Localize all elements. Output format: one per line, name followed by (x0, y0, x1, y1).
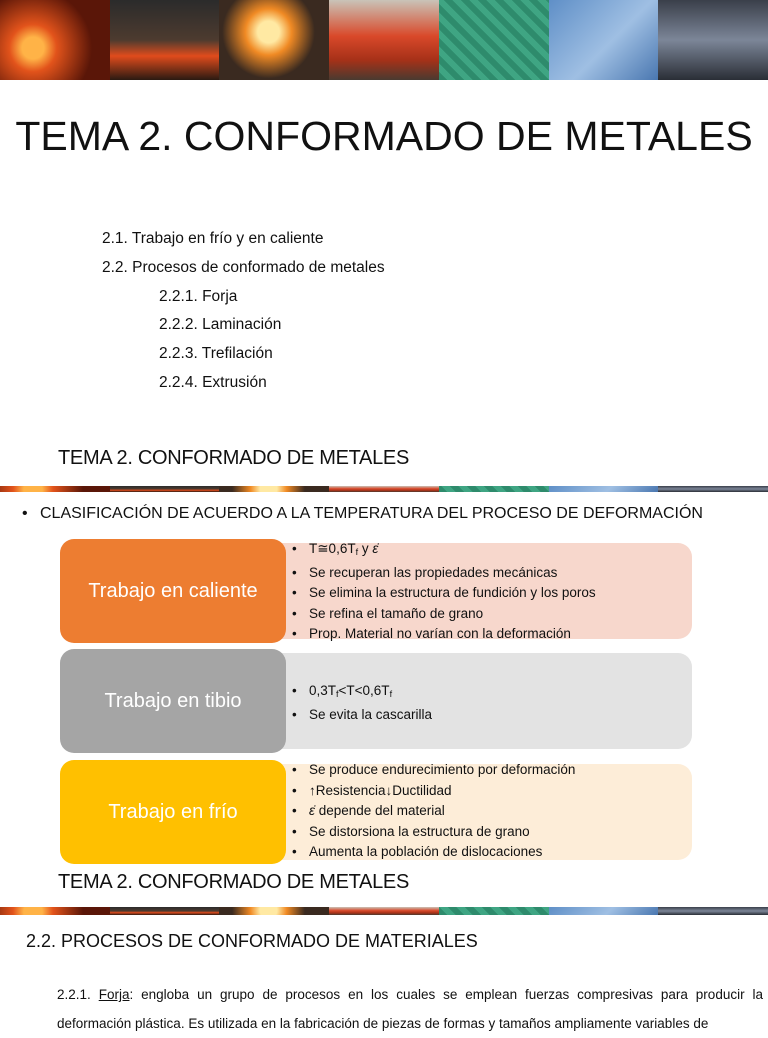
strip-segment (329, 486, 439, 492)
list-item: • ↑Resistencia↓Ductilidad (288, 781, 575, 802)
strip-segment (439, 486, 549, 492)
strip-segment (549, 907, 659, 915)
photo-molten-metal-ladle (219, 0, 329, 80)
toc-item: 2.2.4. Extrusión (159, 374, 267, 391)
hot-working-label: Trabajo en caliente (60, 539, 286, 643)
divider-photo-strip-2 (0, 907, 768, 915)
strip-segment (658, 486, 768, 492)
toc-item: 2.2.3. Trefilación (159, 345, 273, 362)
list-item: • Se recuperan las propiedades mecánicas (288, 563, 596, 584)
subsection-title: 2.2. PROCESOS DE CONFORMADO DE MATERIALES (26, 931, 478, 951)
forja-paragraph: 2.2.1. Forja: engloba un grupo de procesos en los cuales se emplean fuerzas compresivas para producir la deformación plástica. Es utilizada en la fabricación de piezas de formas y tamaños ampliamente variables de (57, 987, 763, 1031)
strip-segment (0, 486, 110, 492)
warm-working-list (288, 681, 432, 725)
cold-working-list (288, 760, 575, 863)
list-item: • ε̇ depende del material (288, 801, 575, 822)
photo-rolling-mill (110, 0, 220, 80)
strip-segment (110, 486, 220, 492)
classification-heading (22, 505, 703, 523)
strip-segment (549, 486, 659, 492)
arrow-up-icon: ↑ (309, 782, 316, 798)
toc-item: 2.2. Procesos de conformado de metales (102, 259, 385, 276)
bullet-dot: • (22, 505, 28, 522)
photo-cast-sprue-parts (439, 0, 549, 80)
strip-segment (219, 486, 329, 492)
list-item: • Prop. Material no varían con la deformación (288, 624, 596, 645)
list-item: • $0,3T_f<T<0,6T_f$ (288, 681, 432, 705)
photo-engine-block (658, 0, 768, 80)
photo-stamped-trays (549, 0, 659, 80)
divider-photo-strip (0, 486, 768, 492)
classification-heading-text: CLASIFICACIÓN DE ACUERDO A LA TEMPERATURA DEL PROCESO DE DEFORMACIÓN (40, 505, 703, 522)
slide-title: TEMA 2. CONFORMADO DE METALES (15, 113, 753, 159)
photo-hot-rolling-line (329, 0, 439, 80)
toc-item: 2.1. Trabajo en frío y en caliente (102, 230, 324, 247)
strip-segment (219, 907, 329, 915)
strip-segment (0, 907, 110, 915)
list-item: • Se produce endurecimiento por deformación (288, 760, 575, 781)
strip-segment (658, 907, 768, 915)
section-header: TEMA 2. CONFORMADO DE METALES (58, 447, 409, 469)
strip-segment (439, 907, 549, 915)
top-photo-banner (0, 0, 768, 80)
list-item: • Se distorsiona la estructura de grano (288, 822, 575, 843)
toc-item: 2.2.2. Laminación (159, 316, 282, 333)
list-item: • Aumenta la población de dislocaciones (288, 842, 575, 863)
arrow-down-icon: ↓ (385, 782, 393, 798)
list-item: • $T≅0,6T_f$ y ε̇ (288, 539, 596, 563)
toc-item: 2.2.1. Forja (159, 288, 238, 305)
strip-segment (110, 907, 220, 915)
warm-working-label: Trabajo en tibio (60, 649, 286, 753)
strip-segment (329, 907, 439, 915)
list-item: • Se elimina la estructura de fundición y los poros (288, 583, 596, 604)
hot-working-list (288, 539, 596, 645)
section-header-2: TEMA 2. CONFORMADO DE METALES (58, 871, 409, 893)
forja-term: Forja (98, 987, 130, 1002)
photo-glowing-forged-parts (0, 0, 110, 80)
cold-working-label: Trabajo en frío (60, 760, 286, 864)
list-item: • Se refina el tamaño de grano (288, 604, 596, 625)
list-item: • Se evita la cascarilla (288, 705, 432, 726)
